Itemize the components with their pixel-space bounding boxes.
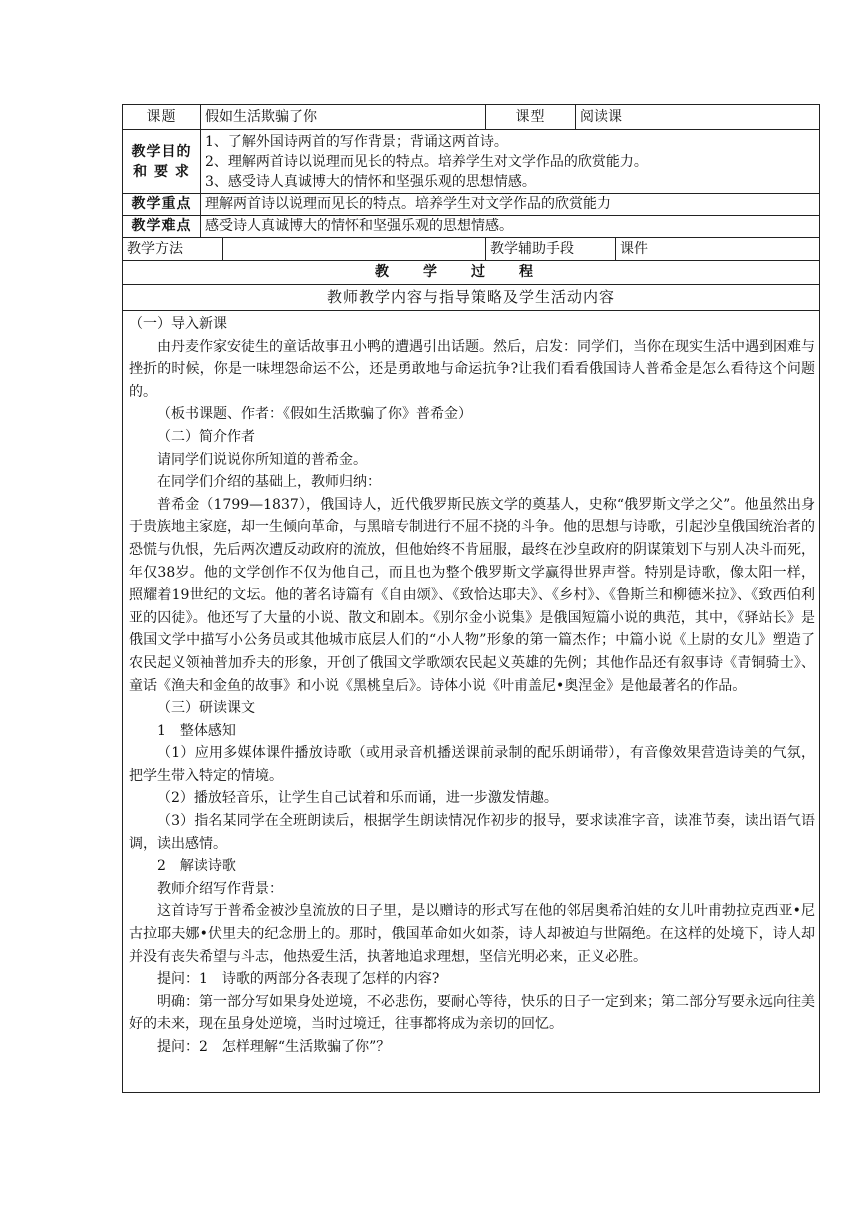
aid-value: 课件 [616,238,820,261]
difficulty-value: 感受诗人真诚博大的情怀和坚强乐观的思想情感。 [201,216,820,238]
section-heading: （一）导入新课 [129,316,227,332]
process-title: 教学过程 [123,261,820,285]
goal-item: 3、感受诗人真诚博大的情怀和坚强乐观的思想情感。 [205,173,536,190]
paragraph: 在同学们介绍的基础上，教师归纳： [157,474,381,491]
paragraph: 由丹麦作家安徒生的童话故事丑小鸭的遭遇引出话题。然后，启发：同学们，当你在现实生活中遇到困难与挫折的时候，你是一味埋怨命运不公，还是勇敢地与命运抗争?让我们看看俄国诗人普希金是怎么看待这个问题的。 [129,338,816,400]
key-point-label: 教学重点 [123,194,201,216]
paragraph: （3）指名某同学在全班朗读后，根据学生朗读情况作初步的报导，要求读准字音，读准节奏，读出语气语调，读出感情。 [129,813,816,852]
difficulty-label: 教学难点 [123,216,201,238]
lesson-plan-table [122,104,820,1093]
paragraph: 教师介绍写作背景： [157,880,283,897]
key-point-row [123,194,820,216]
answer: 明确：第一部分写如果身处逆境，不必悲伤，要耐心等待，快乐的日子一定到来；第二部分写要永远向往美好的未来，现在虽身处逆境，当时过境迁，往事都将成为亲切的回忆。 [129,993,816,1033]
goals-row [123,130,820,194]
process-title-row [123,261,820,285]
difficulty-row [123,216,820,238]
goal-item: 2、理解两首诗以说理而见长的特点。培养学生对文学作品的欣赏能力。 [205,153,648,170]
content-row [123,311,820,1093]
lesson-plan-page [122,104,819,1093]
type-label: 课型 [486,105,576,130]
paragraph: （2）播放轻音乐，让学生自己试着和乐而诵，进一步激发情趣。 [157,790,558,807]
method-row [123,238,820,261]
section-heading: （二）简介作者 [157,428,255,445]
paragraph: 这首诗写于普希金被沙皇流放的日子里，是以赠诗的形式写在他的邻居奥希泊娃的女儿叶甫勃拉克西亚•尼古拉耶夫娜•伏里夫的纪念册上的。那时，俄国革命如火如荼，诗人却被迫与世隔绝。在这样的处境下，诗人却并没有丧失希望与斗志，他热爱生活，执著地追求理想，坚信光明必来，正义必胜。 [129,903,816,965]
content-title-row [123,285,820,311]
goals-label-line-1: 教学目的 [131,143,192,160]
topic-row [123,105,820,130]
lesson-content [123,311,820,1093]
content-title: 教师教学内容与指导策略及学生活动内容 [123,285,820,311]
method-value [223,238,486,261]
question: 提问：2 怎样理解“生活欺骗了你”？ [157,1039,391,1055]
subheading: 1 整体感知 [157,722,236,739]
goals-label [123,130,201,194]
goals-list [201,130,820,194]
key-point-value: 理解两首诗以说理而见长的特点。培养学生对文学作品的欣赏能力 [201,194,820,216]
paragraph: 请同学们说说你所知道的普希金。 [157,451,367,468]
goal-item: 1、了解外国诗两首的写作背景；背诵这两首诗。 [205,133,508,150]
type-value: 阅读课 [576,105,820,130]
aid-label: 教学辅助手段 [486,238,616,261]
method-label: 教学方法 [123,238,223,261]
topic-label: 课题 [123,105,201,130]
question: 提问：1 诗歌的两部分各表现了怎样的内容? [157,971,440,988]
subheading: 2 解读诗歌 [157,858,236,875]
paragraph: （1）应用多媒体课件播放诗歌（或用录音机播送课前录制的配乐朗诵带），有音像效果营造诗美的气氛，把学生带入特定的情境。 [129,745,816,784]
paragraph: （板书课题、作者：《假如生活欺骗了你》普希金） [157,406,472,423]
topic-value: 假如生活欺骗了你 [201,105,486,130]
paragraph: 普希金（1799—1837），俄国诗人，近代俄罗斯民族文学的奠基人，史称“俄罗斯文学之父”。他虽然出身于贵族地主家庭，却一生倾向革命，与黑暗专制进行不屈不挠的斗争。他的思想与诗歌，引起沙皇俄国统治者的恐慌与仇恨，先后两次遭反动政府的流放，但他始终不肯屈服，最终在沙皇政府的阴谋策划下与别人决斗而死，年仅38岁。他的文学创作不仅为他自己，而且也为整个俄罗斯文学赢得世界声誉。特别是诗歌，像太阳一样，照耀着19世纪的文坛。他的著名诗篇有《自由颂》、《致恰达耶夫》、《乡村》、《鲁斯兰和柳德米拉》、《致西伯利亚的囚徒》。他还写了大量的小说、散文和剧本。《别尔金小说集》是俄国短篇小说的典范，其中，《驿站长》是俄国文学中描写小公务员或其他城市底层人们的“小人物”形象的第一篇杰作；中篇小说《上尉的女儿》塑造了农民起义领袖普加乔夫的形象，开创了俄国文学歌颂农民起义英雄的先例；其他作品还有叙事诗《青铜骑士》、童话《渔夫和金鱼的故事》和小说《黑桃皇后》。诗体小说《叶甫盖尼•奥涅金》是他最著名的作品。 [129,496,816,694]
goals-label-line-2: 和 要 求 [133,163,190,180]
section-heading: （三）研读课文 [157,700,255,717]
